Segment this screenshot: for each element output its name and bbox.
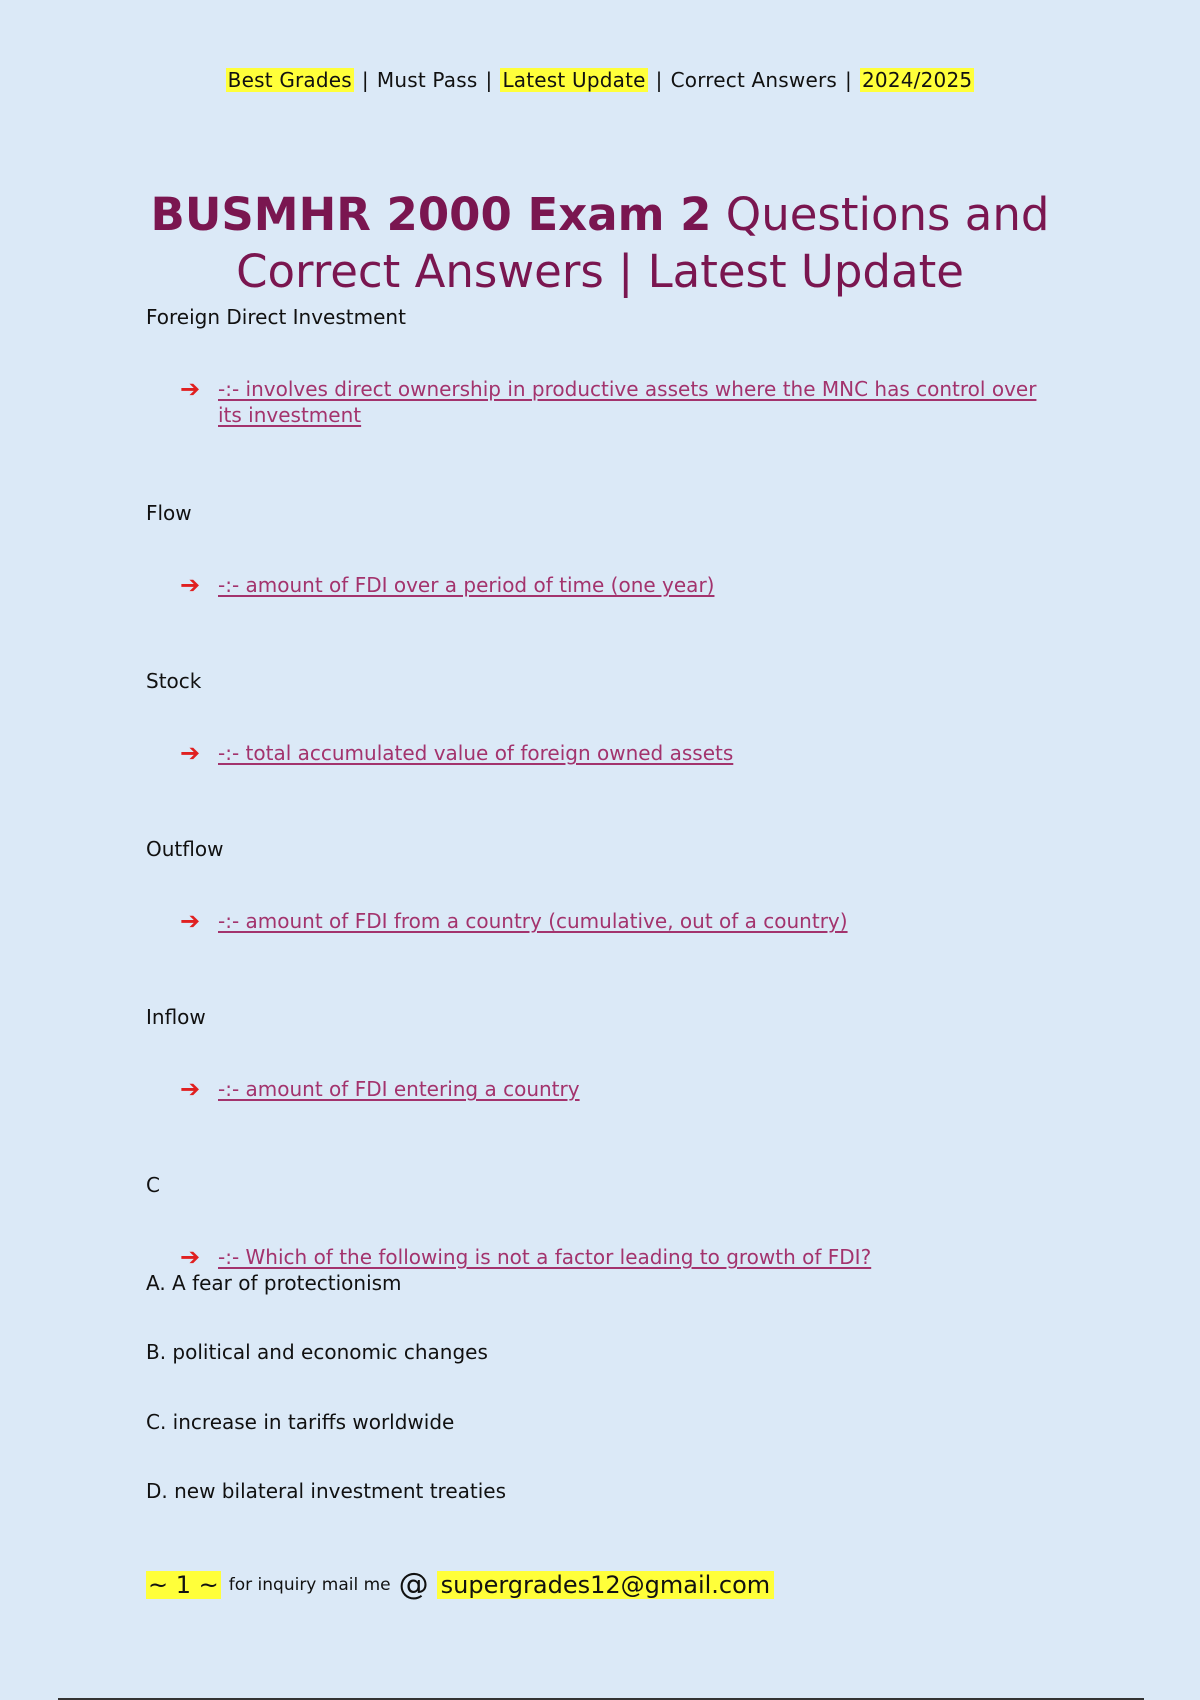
- answer-row: [180, 1076, 1040, 1102]
- answer-row: [180, 908, 1040, 934]
- document-title-rest: Questions and Correct Answers | Latest Update: [236, 188, 1050, 298]
- question-term: Flow: [146, 501, 192, 525]
- page-number: ~ 1 ~: [148, 1571, 219, 1599]
- question-term: Inflow: [146, 1005, 206, 1029]
- answer-text: -:- Which of the following is not a factor leading to growth of FDI?: [218, 1245, 872, 1269]
- top-banner: [0, 68, 1200, 92]
- answer-row: [180, 572, 1040, 598]
- banner-best-grades: Best Grades: [227, 68, 352, 92]
- banner-separator: |: [845, 68, 852, 92]
- answer-text: -:- amount of FDI over a period of time (one year): [218, 573, 715, 597]
- answer-text: -:- amount of FDI from a country (cumulative, out of a country): [218, 909, 848, 933]
- document-title: [100, 186, 1100, 300]
- banner-correct-answers: Correct Answers: [670, 68, 838, 92]
- answer-text: -:- total accumulated value of foreign owned assets: [218, 741, 734, 765]
- arrow-right-icon: ➔: [180, 375, 201, 403]
- question-term: Foreign Direct Investment: [146, 305, 406, 329]
- contact-email[interactable]: supergrades12@gmail.com: [437, 1571, 775, 1599]
- banner-latest-update: Latest Update: [502, 68, 646, 92]
- arrow-right-icon: ➔: [180, 571, 201, 599]
- question-term: Stock: [146, 669, 202, 693]
- banner-separator: |: [655, 68, 663, 92]
- banner-separator: |: [361, 68, 369, 92]
- question-term: C: [146, 1173, 160, 1197]
- option-c: C. increase in tariffs worldwide: [146, 1410, 455, 1434]
- banner-separator: |: [485, 68, 493, 92]
- arrow-right-icon: ➔: [180, 1075, 201, 1103]
- option-d: D. new bilateral investment treaties: [146, 1479, 507, 1503]
- answer-text: -:- involves direct ownership in productive assets where the MNC has control over its investment: [218, 377, 1037, 427]
- banner-year: 2024/2025: [861, 68, 973, 92]
- answer-text: -:- amount of FDI entering a country: [218, 1077, 580, 1101]
- option-b: B. political and economic changes: [146, 1340, 488, 1364]
- arrow-right-icon: ➔: [180, 1243, 201, 1271]
- arrow-right-icon: ➔: [180, 739, 201, 767]
- inquiry-text: for inquiry mail me: [228, 1575, 391, 1595]
- page-footer: [146, 1567, 774, 1602]
- banner-must-pass: Must Pass: [376, 68, 478, 92]
- answer-row: [180, 740, 1040, 766]
- answer-row: [180, 1244, 1040, 1270]
- question-term: Outflow: [146, 837, 224, 861]
- document-title-bold: BUSMHR 2000 Exam 2: [150, 188, 712, 241]
- arrow-right-icon: ➔: [180, 907, 201, 935]
- at-icon: @: [398, 1567, 429, 1602]
- option-a: A. A fear of protectionism: [146, 1271, 402, 1295]
- answer-row: [180, 376, 1040, 428]
